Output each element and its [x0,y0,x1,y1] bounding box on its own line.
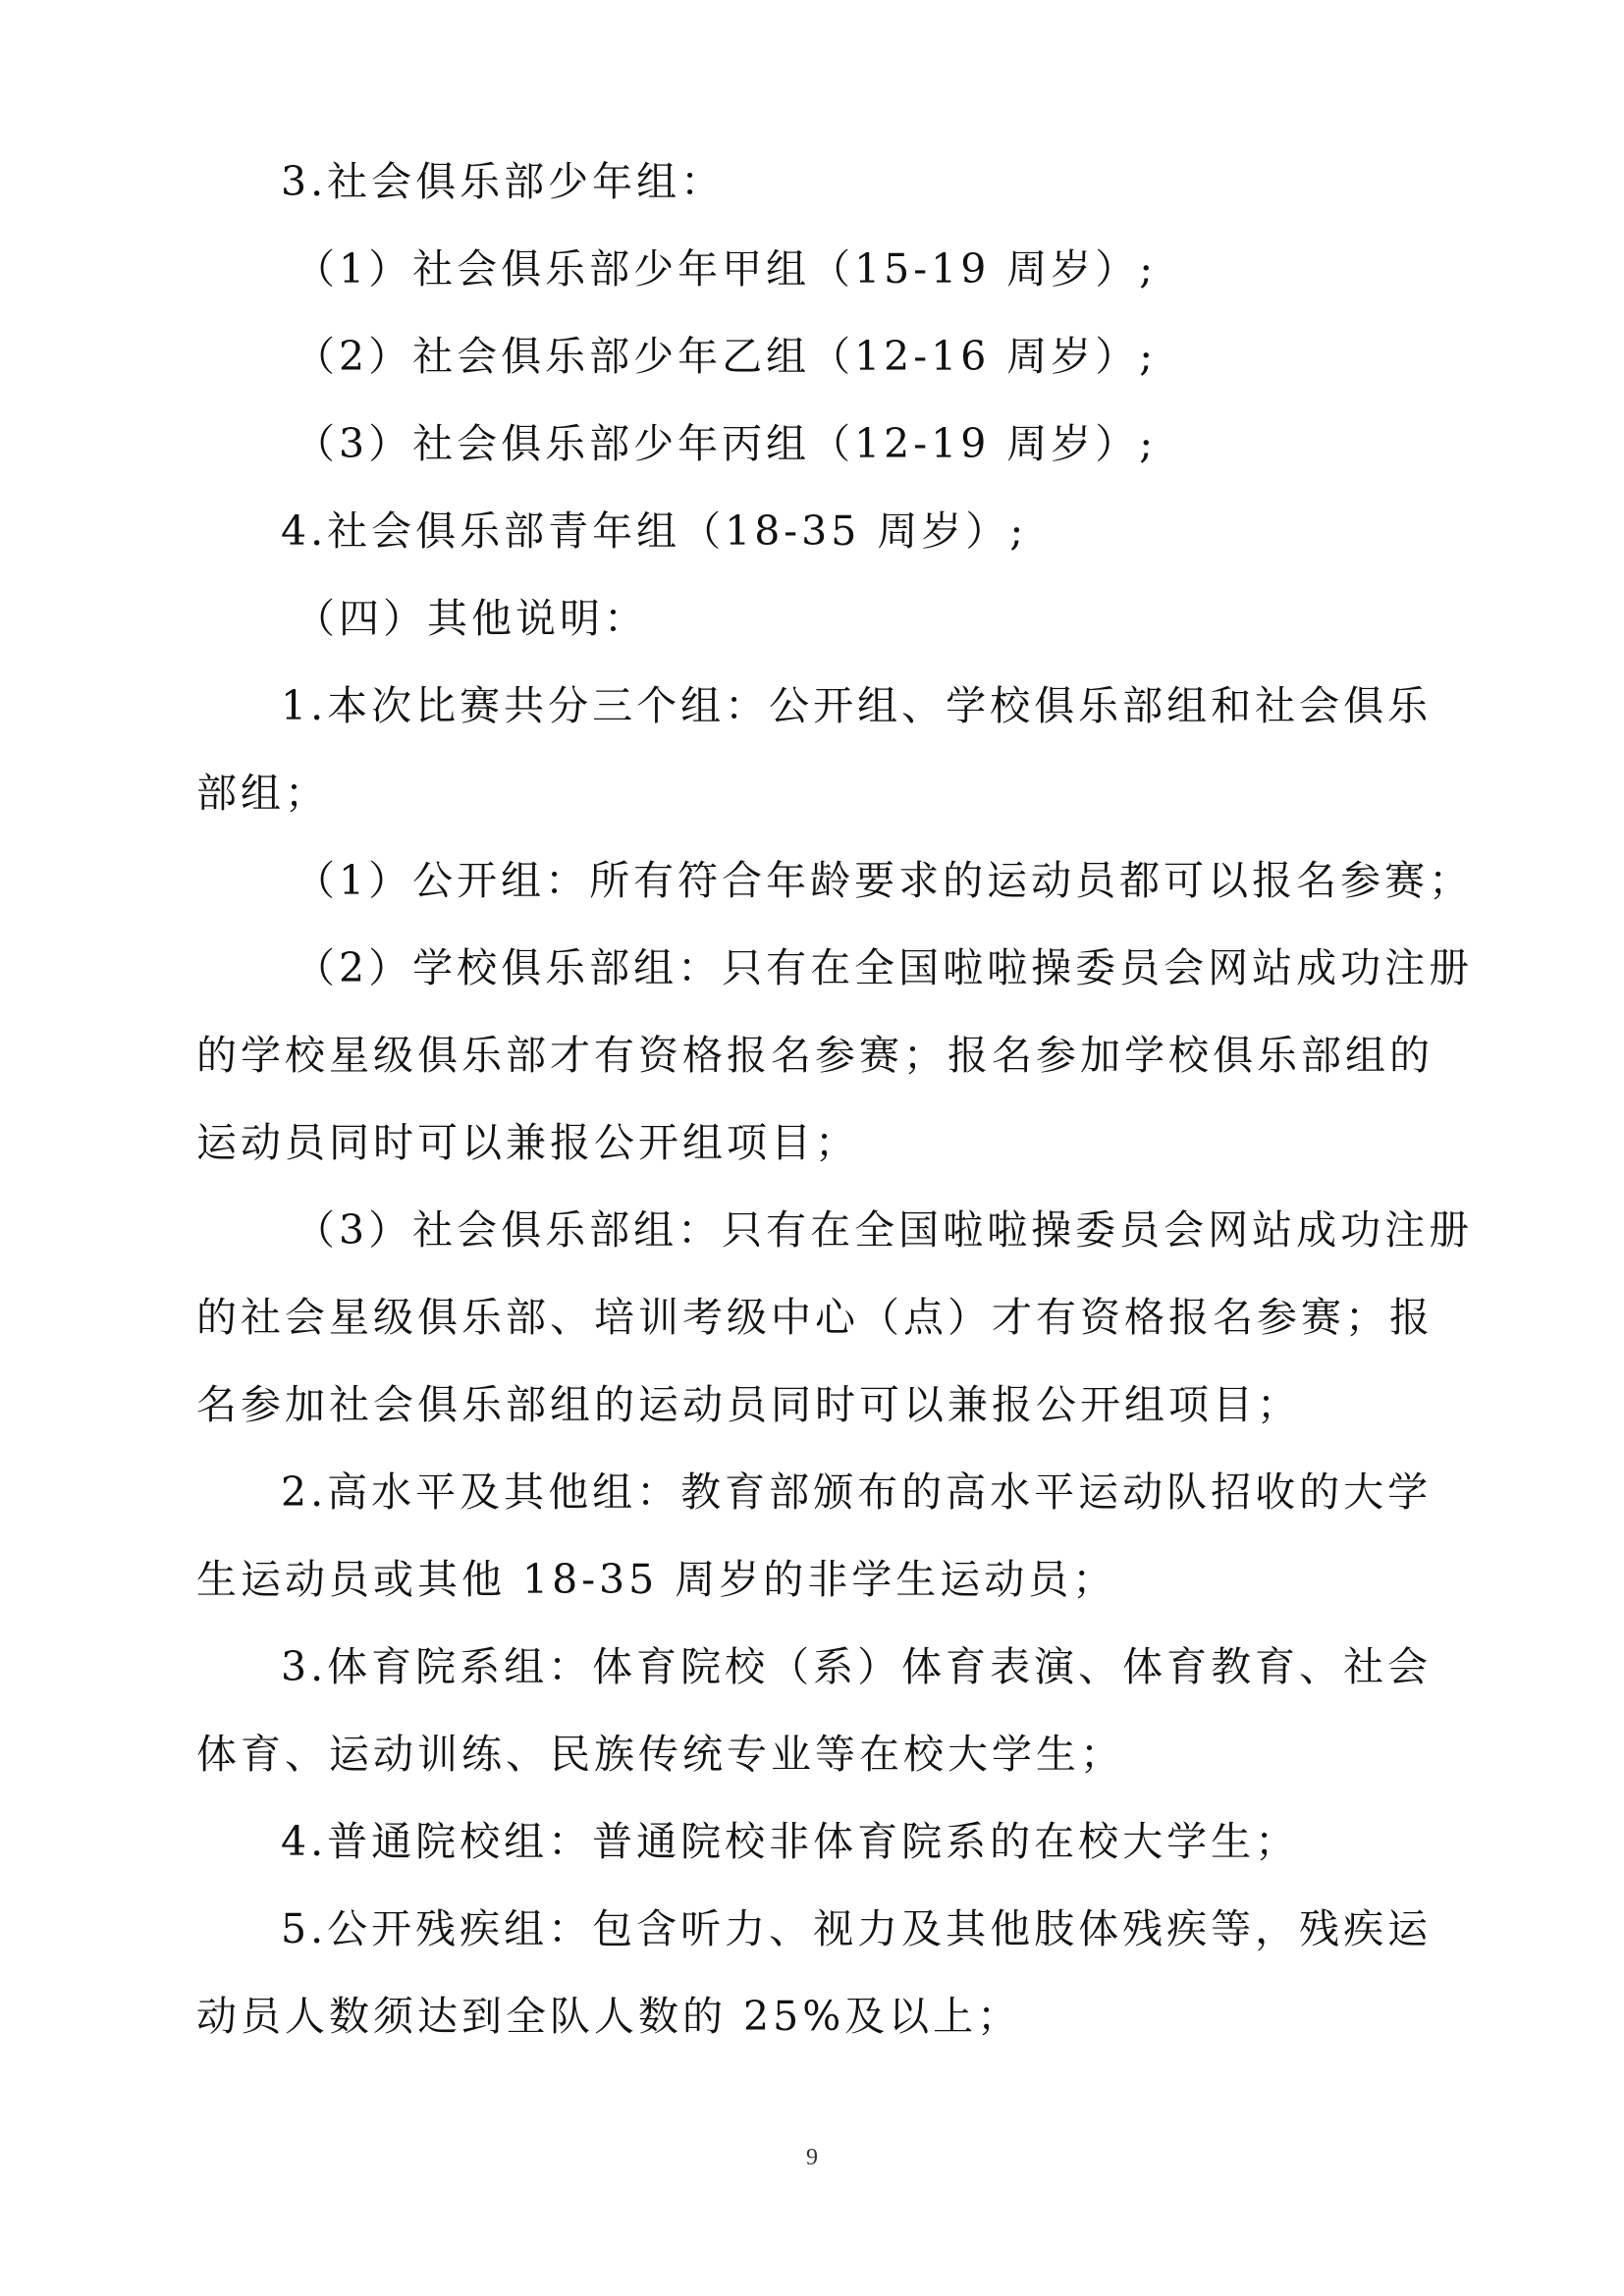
text-line: （3）社会俱乐部少年丙组（12-19 周岁）; [295,420,1158,467]
text-line: 3.社会俱乐部少年组： [281,158,726,205]
text-line: 生运动员或其他 18-35 周岁的非学生运动员； [196,1556,1117,1603]
text-line: （2）学校俱乐部组：只有在全国啦啦操委员会网站成功注册 [295,944,1474,991]
text-line: 4.社会俱乐部青年组（18-35 周岁）; [281,507,1028,555]
text-line: （3）社会俱乐部组：只有在全国啦啦操委员会网站成功注册 [295,1206,1474,1254]
text-line: 5.公开残疾组：包含听力、视力及其他肢体残疾等，残疾运 [281,1905,1433,1952]
text-line: 3.体育院系组：体育院校（系）体育表演、体育教育、社会 [281,1643,1433,1690]
text-line: （1）社会俱乐部少年甲组（15-19 周岁）; [295,245,1158,293]
text-line: 4.普通院校组：普通院校非体育院系的在校大学生； [281,1818,1300,1865]
text-line: 2.高水平及其他组：教育部颁布的高水平运动队招收的大学 [281,1468,1433,1516]
text-line: 的社会星级俱乐部、培训考级中心（点）才有资格报名参赛；报 [196,1294,1434,1341]
text-line: 运动员同时可以兼报公开组项目； [196,1119,859,1166]
text-line: （2）社会俱乐部少年乙组（12-16 周岁）; [295,333,1158,380]
text-line: （1）公开组：所有符合年龄要求的运动员都可以报名参赛； [295,857,1474,904]
text-line: 动员人数须达到全队人数的 25%及以上； [196,1993,1022,2040]
text-line: 名参加社会俱乐部组的运动员同时可以兼报公开组项目； [196,1381,1301,1428]
text-line: 1.本次比赛共分三个组：公开组、学校俱乐部组和社会俱乐 [281,682,1433,729]
section-heading: （四）其他说明： [295,595,648,642]
text-line: 的学校星级俱乐部才有资格报名参赛；报名参加学校俱乐部组的 [196,1032,1434,1079]
text-line: 体育、运动训练、民族传统专业等在校大学生； [196,1731,1124,1778]
text-line: 部组； [196,770,329,817]
page-number: 9 [806,2145,818,2170]
